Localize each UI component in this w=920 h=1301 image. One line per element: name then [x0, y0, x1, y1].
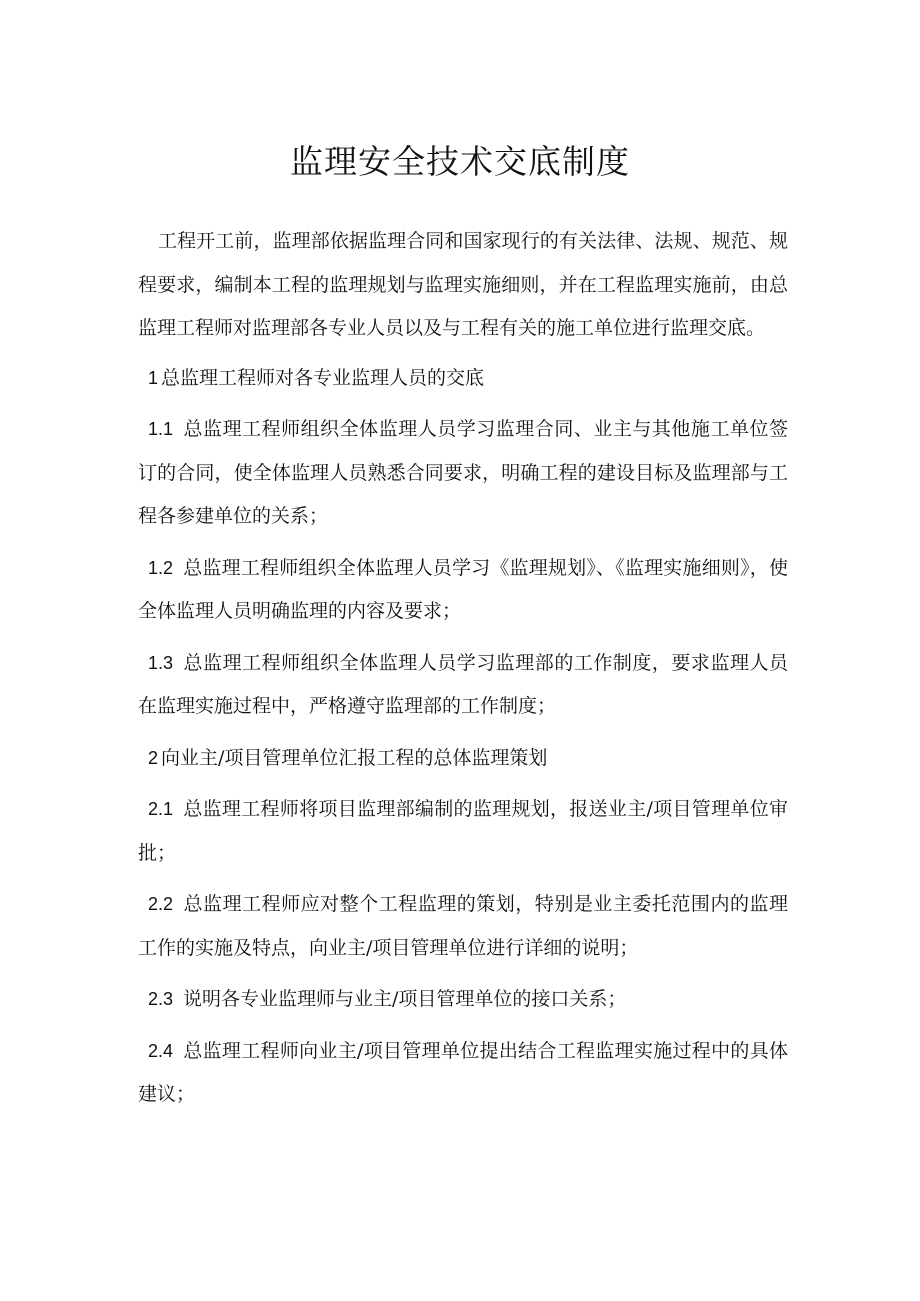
clause-text: 总监理工程师向业主/项目管理单位提出结合工程监理实施过程中的具体建议；: [138, 1039, 788, 1105]
intro-paragraph: 工程开工前，监理部依据监理合同和国家现行的有关法律、法规、规范、规程要求，编制本工程的监理规划与监理实施细则，并在工程监理实施前，由总监理工程师对监理部各专业人员以及与工程有关的施工单位进行监理交底。: [138, 230, 788, 339]
section-heading-text: 向业主/项目管理单位汇报工程的总体监理策划: [161, 746, 548, 769]
section-number: 1: [148, 367, 159, 388]
section-number: 2: [148, 747, 159, 768]
clause-number: 1.1: [148, 419, 174, 439]
document-body: [138, 220, 788, 1125]
clause-2-3: [138, 978, 788, 1022]
clause-number: 1.2: [148, 557, 174, 578]
clause-2-4: [138, 1030, 788, 1117]
document-title: 监理安全技术交底制度: [290, 142, 630, 181]
clause-1-1: [138, 408, 788, 539]
clause-2-1: [138, 788, 788, 875]
clause-text: 总监理工程师组织全体监理人员学习监理合同、业主与其他施工单位签订的合同，使全体监理人员熟悉合同要求，明确工程的建设目标及监理部与工程各参建单位的关系；: [138, 418, 788, 527]
clause-number: 1.3: [148, 652, 174, 673]
clause-text: 总监理工程师组织全体监理人员学习监理部的工作制度，要求监理人员在监理实施过程中，严格遵守监理部的工作制度；: [138, 651, 788, 717]
clause-text: 总监理工程师应对整个工程监理的策划，特别是业主委托范围内的监理工作的实施及特点，向业主/项目管理单位进行详细的说明；: [138, 893, 788, 959]
section-heading-1: [138, 357, 788, 401]
section-heading-2: [138, 737, 788, 781]
clause-number: 2.1: [148, 799, 174, 819]
clause-1-2: [138, 547, 788, 634]
clause-text: 总监理工程师将项目监理部编制的监理规划，报送业主/项目管理单位审批；: [138, 798, 788, 864]
clause-number: 2.2: [148, 894, 174, 914]
clause-text: 说明各专业监理师与业主/项目管理单位的接口关系；: [183, 988, 627, 1010]
clause-text: 总监理工程师组织全体监理人员学习《监理规划》、《监理实施细则》，使全体监理人员明确监理的内容及要求；: [138, 556, 788, 622]
clause-2-2: [138, 883, 788, 970]
section-heading-text: 总监理工程师对各专业监理人员的交底: [161, 366, 485, 389]
clause-number: 2.3: [148, 989, 174, 1009]
clause-1-3: [138, 642, 788, 729]
clause-number: 2.4: [148, 1040, 174, 1061]
